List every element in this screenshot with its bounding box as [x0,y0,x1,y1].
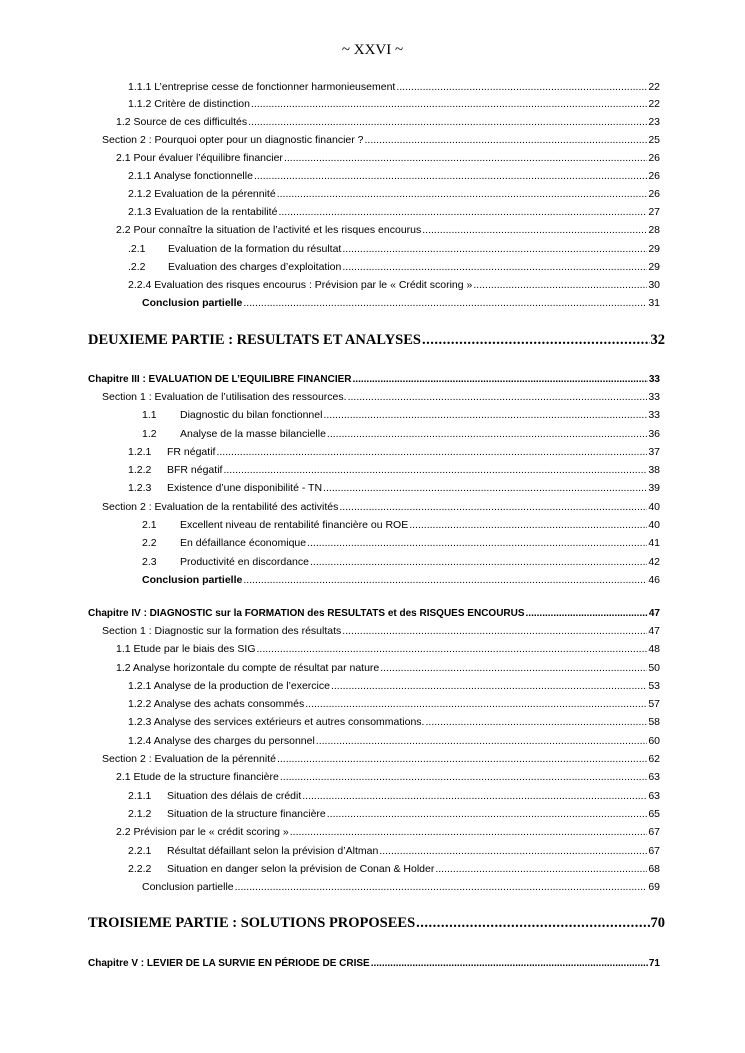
toc-entry [0,715,660,730]
dot-leader [278,205,647,220]
toc-entry-page: 58 [648,716,660,728]
toc-entry-page: 41 [648,537,660,549]
toc-entry [0,80,660,95]
dot-leader [235,880,648,895]
toc-entry-page: 67 [648,845,660,857]
dot-leader [353,372,648,387]
toc-entry-title: 1.1.2 Critère de distinction [128,98,250,110]
toc-entry [0,518,660,533]
dot-leader [307,536,647,551]
dot-leader [316,734,648,749]
toc-entry-page: 57 [648,698,660,710]
toc-entry-page: 33 [648,391,660,403]
toc-entry-page: 27 [648,206,660,218]
toc-entry-page: 33 [648,374,660,385]
toc-entry-number: 2.2.1 [128,845,152,857]
toc-entry [0,390,660,405]
toc-entry-title: 2.1.1 Analyse fonctionnelle [128,170,253,182]
toc-entry-title: Situation de la structure financière [167,808,326,820]
toc-entry-title: Section 2 : Evaluation de la pérennité [102,753,276,765]
toc-entry-title: 2.1.3 Evaluation de la rentabilité [128,206,278,218]
dot-leader [526,606,648,621]
toc-entry-number: 2.1 [142,519,157,531]
dot-leader [323,408,647,423]
dot-leader [365,133,648,148]
toc-entry-title: Conclusion partielle [142,297,243,309]
toc-entry-title: Chapitre IV : DIAGNOSTIC sur la FORMATION des RESULTATS et des RISQUES ENCOURUS [88,608,525,619]
toc-entry [0,278,660,293]
toc-entry [0,187,660,202]
toc-entry-title: Diagnostic du bilan fonctionnel [180,409,323,421]
dot-leader [243,573,647,588]
dot-leader [280,770,647,785]
toc-entry-page: 22 [648,81,660,93]
toc-entry-number: 2.1.2 [128,808,152,820]
toc-entry-page: 23 [648,116,660,128]
toc-entry-page: 30 [648,279,660,291]
toc-entry [0,408,660,423]
dot-leader [251,97,647,112]
toc-entry-title: 1.2 Analyse horizontale du compte de résultat par nature [116,662,380,674]
toc-entry [0,115,660,130]
toc-entry [0,223,660,238]
toc-entry-page: 60 [648,735,660,747]
toc-entry-number: 2.1.1 [128,790,152,802]
toc-entry [0,536,660,551]
toc-entry-title: Section 1 : Evaluation de l’utilisation des ressources. [102,391,347,403]
toc-entry-title: 2.1 Pour évaluer l’équilibre financier [116,152,283,164]
toc-entry [0,97,660,112]
toc-entry-page: 22 [648,98,660,110]
toc-entry-page: 37 [648,446,660,458]
toc-entry-page: 40 [648,501,660,513]
dot-leader [342,260,647,275]
toc-entry [0,500,660,515]
toc-entry-title: 1.2.4 Analyse des charges du personnel [128,735,315,747]
toc-entry-number: 1.1 [142,409,157,421]
toc-entry [0,679,660,694]
dot-leader [243,296,647,311]
dot-leader [310,555,647,570]
toc-entry-title: 2.1.2 Evaluation de la pérennité [128,188,276,200]
toc-entry [0,205,660,220]
toc-entry-title: Analyse de la masse bilancielle [180,428,326,440]
toc-entry-page: 46 [648,574,660,586]
toc-entry-page: 25 [648,134,660,146]
toc-entry [0,260,660,275]
toc-entry-number: 1.2.2 [128,464,152,476]
toc-entry [0,789,660,804]
dot-leader [277,752,647,767]
toc-entry-title: Conclusion partielle [142,881,234,893]
toc-entry-title: 1.2.3 Analyse des services extérieurs et autres consommations. [128,716,425,728]
toc-entry-title: Evaluation des charges d’exploitation [168,261,342,273]
dot-leader [290,825,648,840]
toc-entry-page: 28 [648,224,660,236]
toc-entry-title: Résultat défaillant selon la prévision d’Altman [167,845,379,857]
toc-entry-page: 39 [648,482,660,494]
toc-entry-page: 67 [648,826,660,838]
toc-entry-title: Section 2 : Pourquoi opter pour un diagnostic financier ? [102,134,364,146]
toc-entry-title: 2.2 Pour connaître la situation de l’activité et les risques encourus [116,224,422,236]
dot-leader [380,661,647,676]
toc-entry [0,624,660,639]
toc-entry [0,555,660,570]
toc-entry [0,880,660,895]
toc-entry-title: 1.2 Source de ces difficultés [116,116,248,128]
dot-leader [339,500,647,515]
toc-entry-page: 62 [648,753,660,765]
toc-entry [0,133,660,148]
toc-entry-title: DEUXIEME PARTIE : RESULTATS ET ANALYSES [88,332,421,348]
dot-leader [305,697,647,712]
toc-entry [0,242,660,257]
dot-leader [331,679,647,694]
toc-entry-number: .2.2 [128,261,146,273]
dot-leader [254,169,647,184]
toc-entry-page: 68 [648,863,660,875]
toc-entry [0,481,660,496]
toc-entry-page: 26 [648,188,660,200]
toc-entry-page: 50 [648,662,660,674]
toc-entry [0,427,660,442]
dot-leader [342,624,647,639]
toc-entry-number: 2.3 [142,556,157,568]
toc-entry-title: Chapitre III : EVALUATION DE L’EQUILIBRE FINANCIER [88,374,352,385]
toc-part-heading [0,330,665,350]
toc-entry-page: 53 [648,680,660,692]
dot-leader [277,187,648,202]
toc-entry-number: .2.1 [128,243,146,255]
toc-entry-page: 70 [650,915,665,931]
toc-entry-title: 2.2.4 Evaluation des risques encourus : Prévision par le « Crédit scoring » [128,279,473,291]
toc-entry-page: 33 [648,409,660,421]
toc-entry-page: 65 [648,808,660,820]
toc-entry [0,807,660,822]
toc-entry-number: 2.2.2 [128,863,152,875]
toc-entry [0,770,660,785]
dot-leader [302,789,647,804]
dot-leader [422,330,650,350]
toc-entry-page: 26 [648,170,660,182]
toc-entry [0,862,660,877]
dot-leader [416,913,649,933]
toc-entry-title: Situation des délais de crédit [167,790,302,802]
dot-leader [327,807,648,822]
dot-leader [248,115,647,130]
toc-entry-title: TROISIEME PARTIE : SOLUTIONS PROPOSEES [88,915,416,931]
toc-entry-page: 63 [648,790,660,802]
toc-entry-page: 71 [648,958,660,969]
toc-entry-page: 31 [648,297,660,309]
toc-part-heading [0,913,665,933]
toc-entry-page: 42 [648,556,660,568]
toc-entry-title: 1.1.1 L’entreprise cesse de fonctionner harmonieusement [128,81,396,93]
toc-entry-number: 1.2 [142,428,157,440]
toc-entry-title: 2.1 Etude de la structure financière [116,771,279,783]
toc-entry-page: 29 [648,243,660,255]
dot-leader [379,844,647,859]
toc-entry-title: Evaluation de la formation du résultat [168,243,342,255]
dot-leader [425,715,647,730]
toc-entry-page: 40 [648,519,660,531]
toc-entry [0,844,660,859]
toc-entry-title: 1.2.2 Analyse des achats consommés [128,698,305,710]
toc-chapter [0,372,660,387]
page-number-header: ~ XXVI ~ [341,42,404,58]
toc-entry-page: 48 [648,643,660,655]
toc-entry [0,296,660,311]
dot-leader [284,151,647,166]
toc-entry-title: Section 2 : Evaluation de la rentabilité des activités [102,501,339,513]
toc-entry [0,825,660,840]
dot-leader [371,956,648,971]
toc-entry-page: 47 [648,625,660,637]
toc-entry-page: 26 [648,152,660,164]
dot-leader [473,278,647,293]
toc-entry-title: Chapitre V : LEVIER DE LA SURVIE EN PÉRIODE DE CRISE [88,958,370,969]
toc-entry-title: BFR négatif [167,464,223,476]
toc-entry-number: 2.2 [142,537,157,549]
toc-entry-title: FR négatif [167,446,216,458]
toc-entry-page: 32 [650,332,665,348]
toc-entry [0,151,660,166]
toc-entry-title: Situation en danger selon la prévision de Conan & Holder [167,863,435,875]
dot-leader [409,518,647,533]
toc-entry-page: 63 [648,771,660,783]
toc-entry-page: 36 [648,428,660,440]
toc-entry-title: Productivité en discordance [180,556,309,568]
toc-entry-title: 2.2 Prévision par le « crédit scoring » [116,826,289,838]
toc-entry-page: 38 [648,464,660,476]
toc-entry [0,734,660,749]
toc-entry [0,661,660,676]
toc-entry [0,573,660,588]
dot-leader [342,242,647,257]
toc-entry-title: 1.2.1 Analyse de la production de l’exercice [128,680,330,692]
toc-entry-page: 47 [648,608,660,619]
toc-entry-title: Section 1 : Diagnostic sur la formation des résultats [102,625,342,637]
toc-chapter [0,606,660,621]
toc-entry [0,752,660,767]
toc-entry-title: En défaillance économique [180,537,307,549]
toc-entry-title: Conclusion partielle [142,574,243,586]
toc-entry-number: 1.2.3 [128,482,152,494]
toc-chapter [0,956,660,971]
toc-entry-page: 29 [648,261,660,273]
dot-leader [216,445,647,460]
toc-entry-number: 1.2.1 [128,446,152,458]
dot-leader [422,223,647,238]
toc-entry-title: Existence d’une disponibilité - TN [167,482,323,494]
dot-leader [257,642,648,657]
dot-leader [327,427,647,442]
toc-entry-page: 69 [648,881,660,893]
toc-entry [0,169,660,184]
dot-leader [348,390,648,405]
toc-entry [0,642,660,657]
toc-entry [0,463,660,478]
dot-leader [396,80,647,95]
dot-leader [323,481,647,496]
toc-entry [0,445,660,460]
toc-entry [0,697,660,712]
dot-leader [223,463,647,478]
dot-leader [435,862,647,877]
toc-entry-title: 1.1 Etude par le biais des SIG [116,643,256,655]
toc-entry-title: Excellent niveau de rentabilité financière ou ROE [180,519,409,531]
